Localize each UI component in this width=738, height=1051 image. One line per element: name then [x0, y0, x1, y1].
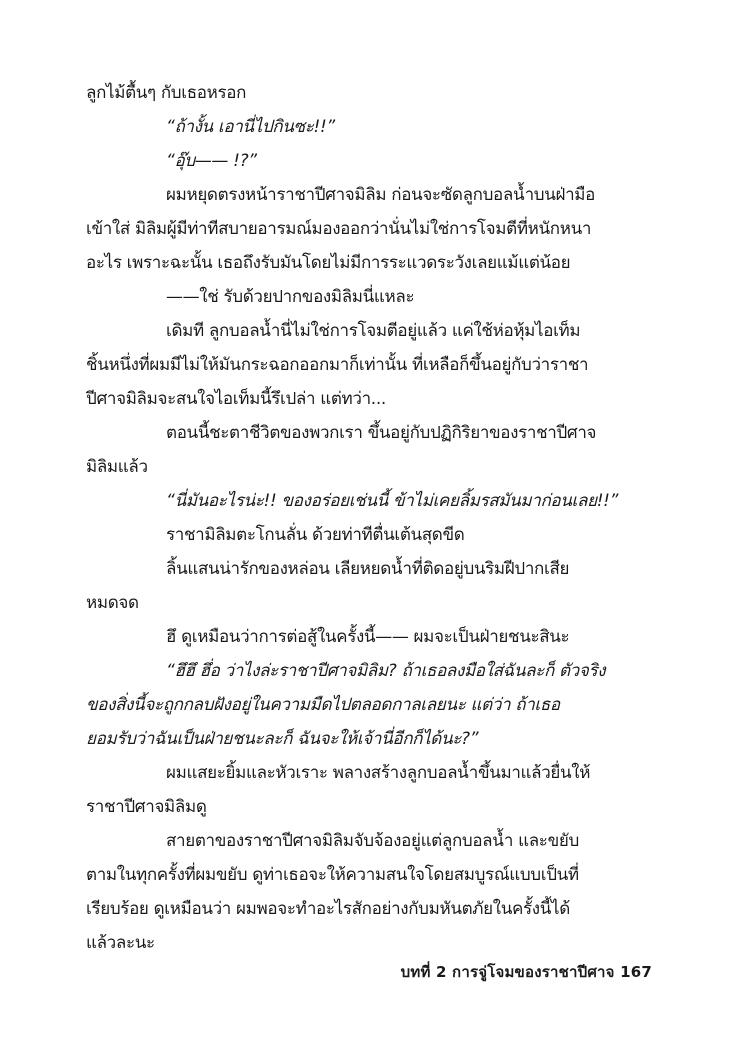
dialogue-line: “ฮึฮึ ฮึ่อ ว่าไงล่ะราชาปีศาจมิลิม? ถ้าเธอลงมือใส่ฉันละก็ ตัวจริง — [166, 661, 606, 681]
text-line: ตอนนี้ชะตาชีวิตของพวกเรา ขึ้นอยู่กับปฏิกิริยาของราชาปีศาจ — [166, 423, 597, 443]
dialogue-line: ของสิ่งนี้จะถูกกลบฝังอยู่ในความมืดไปตลอดกาลเลยนะ แต่ว่า ถ้าเธอ — [86, 695, 560, 715]
text-line: เข้าใส่ มิลิมผู้มีท่าทีสบายอารมณ์มองออกว่านั่นไม่ใช่การโจมตีที่หนักหนา — [86, 219, 592, 239]
text-line: ผมแสยะยิ้มและหัวเราะ พลางสร้างลูกบอลน้ำขึ้นมาแล้วยื่นให้ — [166, 763, 591, 783]
text-line: ราชาปีศาจมิลิมดู — [86, 797, 207, 817]
text-line: ตามในทุกครั้งที่ผมขยับ ดูท่าเธอจะให้ความสนใจโดยสมบูรณ์แบบเป็นที่ — [86, 865, 579, 885]
dialogue-line: “ถ้างั้น เอานี่ไปกินซะ!!” — [166, 117, 335, 137]
text-line: ผมหยุดตรงหน้าราชาปีศาจมิลิม ก่อนจะซัดลูกบอลน้ำบนฝ่ามือ — [166, 185, 596, 205]
text-line: อะไร เพราะฉะนั้น เธอถึงรับมันโดยไม่มีการระแวดระวังเลยแม้แต่น้อย — [86, 253, 571, 273]
text-line: มิลิมแล้ว — [86, 457, 148, 477]
text-line: ปีศาจมิลิมจะสนใจไอเท็มนี้รึเปล่า แต่ทว่า... — [86, 389, 386, 409]
text-line: ——ใช่ รับด้วยปากของมิลิมนี่แหละ — [166, 287, 415, 307]
text-line: ลูกไม้ตื้นๆ กับเธอหรอก — [86, 83, 247, 103]
text-line: ลิ้นแสนน่ารักของหล่อน เลียหยดน้ำที่ติดอยู่บนริมฝีปากเสีย — [166, 559, 570, 579]
dialogue-line: “นี่มันอะไรน่ะ!! ของอร่อยเช่นนี้ ข้าไม่เคยลิ้มรสมันมาก่อนเลย!!” — [166, 491, 619, 511]
text-line: ชิ้นหนึ่งที่ผมมีไม่ให้มันกระฉอกออกมาก็เท่านั้น ที่เหลือก็ขึ้นอยู่กับว่าราชา — [86, 355, 589, 375]
dialogue-line: “อุ๊บ—— !?” — [166, 151, 257, 171]
text-line: ราชามิลิมตะโกนลั่น ด้วยท่าทีตื่นเต้นสุดขีด — [166, 525, 465, 545]
text-line: หมดจด — [86, 593, 139, 613]
text-line: เดิมที ลูกบอลน้ำนี่ไม่ใช่การโจมตีอยู่แล้ว แค่ใช้ห่อหุ้มไอเท็ม — [166, 321, 581, 341]
page-footer: บทที่ 2 การจู่โจมของราชาปีศาจ 167 — [400, 963, 652, 981]
text-line: สายตาของราชาปีศาจมิลิมจับจ้องอยู่แต่ลูกบอลน้ำ และขยับ — [166, 831, 579, 851]
text-line: เรียบร้อย ดูเหมือนว่า ผมพอจะทำอะไรสักอย่างกับมหันตภัยในครั้งนี้ได้ — [86, 899, 570, 919]
dialogue-line: ยอมรับว่าฉันเป็นฝ่ายชนะละก็ ฉันจะให้เจ้านี่อีกก็ได้นะ?” — [86, 729, 479, 749]
text-line: ฮึ ดูเหมือนว่าการต่อสู้ในครั้งนี้—— ผมจะเป็นฝ่ายชนะสินะ — [166, 627, 570, 647]
text-line: แล้วละนะ — [86, 933, 155, 953]
